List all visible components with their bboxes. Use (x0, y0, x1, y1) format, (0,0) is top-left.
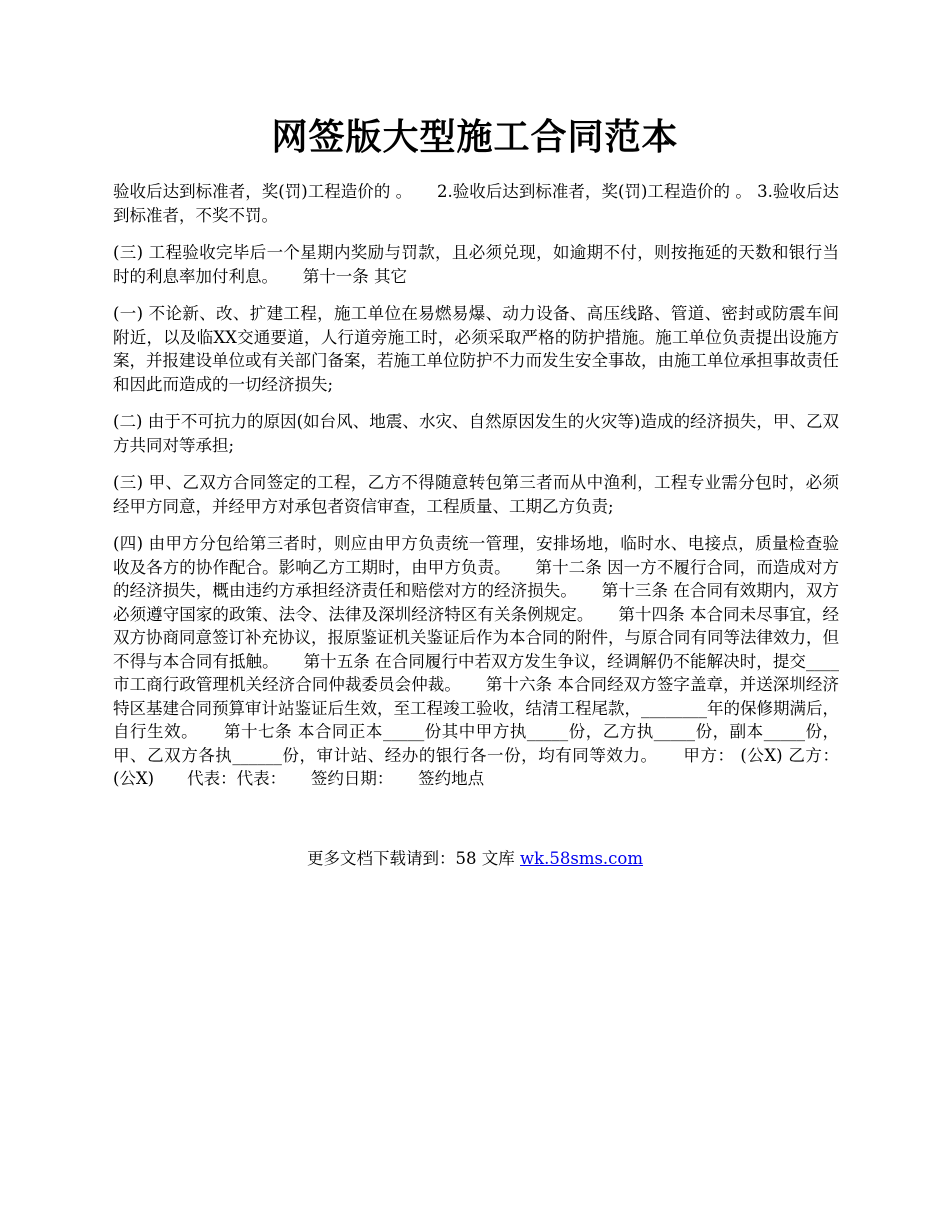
footer-link[interactable]: wk.58sms.com (519, 849, 643, 868)
paragraph-reward-penalty-payment: (三) 工程验收完毕后一个星期内奖励与罚款，且必须兑现，如逾期不付，则按拖延的天数和银行当时的利息率加付利息。 第十一条 其它 (113, 243, 839, 286)
paragraph-subcontracting: (三) 甲、乙双方合同签定的工程，乙方不得随意转包第三者而从中渔利，工程专业需分包时，必须经甲方同意，并经甲方对承包者资信审查，工程质量、工期乙方负责; (113, 473, 839, 516)
paragraph-acceptance-rewards: 验收后达到标准者，奖(罚)工程造价的 。 2.验收后达到标准者，奖(罚)工程造价的 。 3.验收后达到标准者，不奖不罚。 (113, 182, 839, 225)
document-title: 网签版大型施工合同范本 (271, 116, 679, 158)
download-footer (0, 847, 950, 871)
document-body (113, 180, 839, 805)
paragraph-general-terms: (四) 由甲方分包给第三者时，则应由甲方负责统一管理，安排场地，临时水、电接点，质量检查验收及各方的协作配合。影响乙方工期时，由甲方负责。 第十二条 因一方不履行合同，而造成对方的经济损失，概由违约方承担经济责任和赔偿对方的经济损失。 第十三条 在合同有效期内，双方必须遵守国家的政策、法令、法律及深圳经济特区有关条例规定。 第十四条 本合同未尽事宜，经双方协商同意签订补充协议，报原鉴证机关鉴证后作为本合同的附件，与原合同有同等法律效力，但不得与本合同有抵触。 第十五条 在合同履行中若双方发生争议，经调解仍不能解决时，提交____市工商行政管理机关经济合同仲裁委员会仲裁。 第十六条 本合同经双方签字盖章，并送深圳经济特区基建合同预算审计站鉴证后生效，至工程竣工验收，结清工程尾款，________年的保修期满后，自行生效。 第十七条 本合同正本_____份其中甲方执_____份，乙方执_____份，副本_____份，甲、乙双方各执______份，审计站、经办的银行各一份，均有同等效力。 甲方： (公X) 乙方： (公X) 代表：代表： 签约日期： 签约地点 (113, 534, 839, 788)
footer-text: 更多文档下载请到：58 文库 (306, 849, 520, 868)
paragraph-safety-protection: (一) 不论新、改、扩建工程，施工单位在易燃易爆、动力设备、高压线路、管道、密封或防震车间附近，以及临XX交通要道，人行道旁施工时，必须采取严格的防护措施。施工单位负责提出设施方案，并报建设单位或有关部门备案，若施工单位防护不力而发生安全事故，由施工单位承担事故责任和因此而造成的一切经济损失; (113, 304, 839, 394)
paragraph-force-majeure: (二) 由于不可抗力的原因(如台风、地震、水灾、自然原因发生的火灾等)造成的经济损失，甲、乙双方共同对等承担; (113, 412, 839, 455)
